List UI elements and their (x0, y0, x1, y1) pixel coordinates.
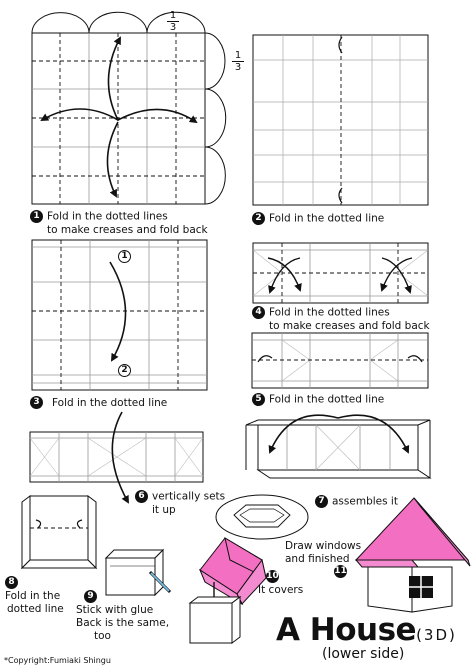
step11-marker: 11 (334, 566, 347, 576)
step8-figure (22, 496, 96, 568)
step10-figure (190, 538, 266, 643)
step6-figure (30, 412, 203, 502)
step4-figure (253, 243, 428, 303)
step1-caption: 1 Fold in the dotted lines to make creases and fold back (30, 210, 208, 237)
substep-2-marker: 2 (118, 364, 131, 377)
step9-caption: 9 Stick with glue Back is the same, too (76, 591, 170, 642)
step9-figure (106, 550, 170, 595)
fraction-one-third-right: 1 3 (232, 50, 244, 73)
step11-house (356, 498, 470, 612)
page-title: A House(3D) (276, 612, 457, 648)
step4-caption: 4 Fold in the dotted lines to make creases and fold back (252, 306, 430, 333)
step3-caption: 3 Fold in the dotted line (30, 396, 167, 410)
step2-figure (253, 35, 428, 205)
window (409, 576, 433, 598)
page-subtitle: (lower side) (322, 646, 405, 662)
step5-figure (252, 333, 428, 388)
substep-1-marker: 1 (118, 250, 131, 263)
step7-caption: 7 assembles it (315, 495, 398, 509)
fraction-one-third-top: 1 3 (167, 10, 179, 33)
step11-caption: Draw windows and finished (285, 540, 362, 565)
step7-inset (216, 495, 308, 539)
step8-caption: 8 Fold in the dotted line (5, 577, 64, 615)
step10-caption: 10 It covers (258, 571, 304, 596)
copyright-notice: *Copyright:Fumiaki Shingu (4, 656, 111, 665)
step2-caption: 2 Fold in the dotted line (252, 212, 384, 226)
step5-caption: 5 Fold in the dotted line (252, 393, 384, 407)
step7-figure (246, 415, 430, 478)
step1-figure (32, 12, 226, 204)
step6-caption: 6 vertically sets it up (135, 490, 225, 517)
